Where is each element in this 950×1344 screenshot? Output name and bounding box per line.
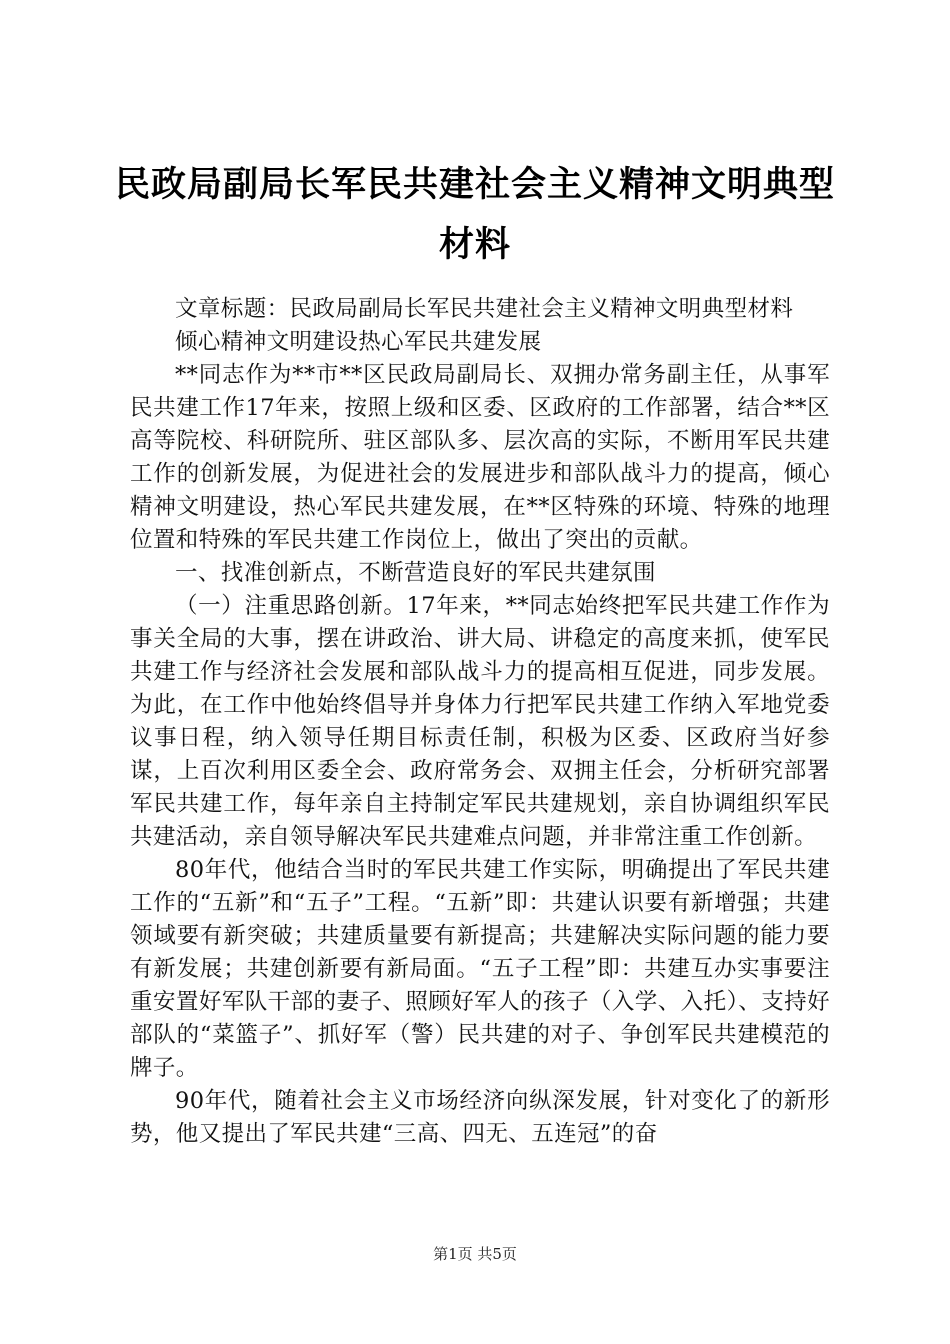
document-body [130, 293, 830, 1151]
paragraph-article-title: 文章标题：民政局副局长军民共建社会主义精神文明典型材料 [175, 296, 794, 322]
paragraph-1990s: 90年代，随着社会主义市场经济向纵深发展，针对变化了的新形势，他又提出了军民共建“三高、四无、五连冠”的奋 [130, 1088, 830, 1147]
page-number-footer: 第1页 共5页 [433, 1245, 517, 1263]
paragraph-intro: **同志作为**市**区民政局副局长、双拥办常务副主任，从事军民共建工作17年来，按照上级和区委、区政府的工作部署，结合**区高等院校、科研院所、驻区部队多、层次高的实际，不断用军民共建工作的创新发展，为促进社会的发展进步和部队战斗力的提高，倾心精神文明建设，热心军民共建发展，在**区特殊的环境、特殊的地理位置和特殊的军民共建工作岗位上，做出了突出的贡献。 [130, 362, 830, 553]
document-title-line-2: 材料 [438, 225, 511, 265]
paragraph-thinking-innovation: （一）注重思路创新。17年来，**同志始终把军民共建工作作为事关全局的大事，摆在讲政治、讲大局、讲稳定的高度来抓，使军民共建工作与经济社会发展和部队战斗力的提高相互促进，同步发展。为此，在工作中他始终倡导并身体力行把军民共建工作纳入军地党委议事日程，纳入领导任期目标责任制，积极为区委、区政府当好参谋，上百次利用区委全会、政府常务会、双拥主任会，分析研究部署军民共建工作，每年亲自主持制定军民共建规划，亲自协调组织军民共建活动，亲自领导解决军民共建难点问题，并非常注重工作创新。 [130, 593, 830, 850]
paragraph-1980s: 80年代，他结合当时的军民共建工作实际，明确提出了军民共建工作的“五新”和“五子”工程。“五新”即：共建认识要有新增强；共建领域要有新突破；共建质量要有新提高；共建解决实际问题的能力要有新发展；共建创新要有新局面。“五子工程”即：共建互办实事要注重安置好军队干部的妻子、照顾好军人的孩子（入学、入托）、支持好部队的“菜篮子”、抓好军（警）民共建的对子、争创军民共建模范的牌子。 [130, 857, 830, 1081]
paragraph-subtitle: 倾心精神文明建设热心军民共建发展 [175, 329, 542, 355]
section-heading-1: 一、找准创新点，不断营造良好的军民共建氛围 [175, 560, 656, 586]
document-title-line-1: 民政局副局长军民共建社会主义精神文明典型 [114, 165, 835, 205]
